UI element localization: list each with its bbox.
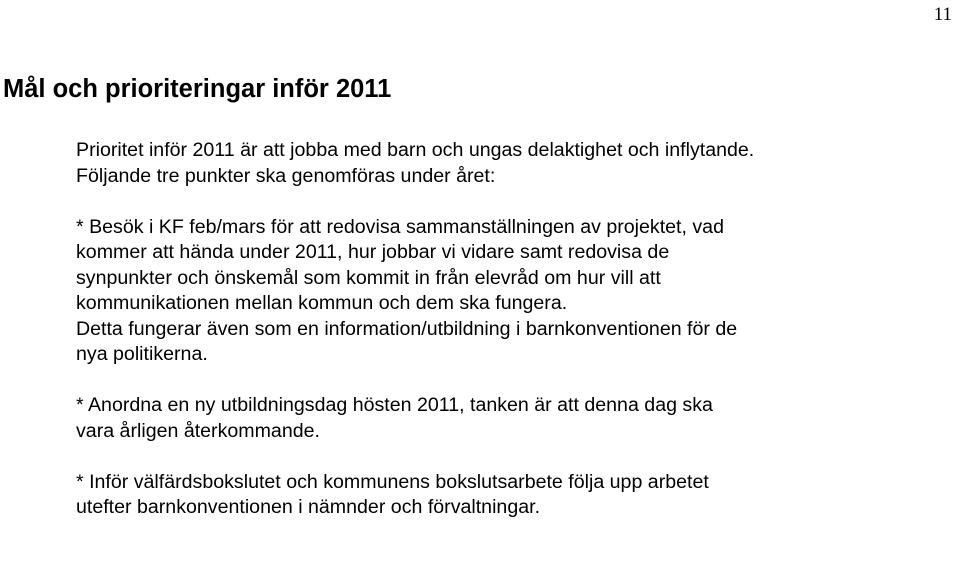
text-line: synpunkter och önskemål som kommit in från elevråd om hur vill att	[76, 266, 661, 289]
bullet-point-1	[76, 215, 754, 368]
text-line: utefter barnkonventionen i nämnder och förvaltningar.	[76, 496, 541, 518]
text-line: Detta fungerar även som en information/utbildning i barnkonventionen för de	[76, 317, 738, 340]
text-line: nya politikerna.	[76, 343, 208, 365]
page-title: Mål och prioriteringar inför 2011	[3, 75, 392, 103]
bullet-point-3	[76, 470, 754, 521]
text-line: kommunikationen mellan kommun och dem ska fungera.	[76, 292, 568, 314]
intro-paragraph	[76, 138, 754, 189]
text-line: * Inför välfärdsbokslutet och kommunens bokslutsarbete följa upp arbetet	[76, 470, 709, 493]
document-body	[76, 138, 754, 521]
page-number: 11	[933, 4, 952, 25]
text-line: Följande tre punkter ska genomföras under året:	[76, 164, 496, 187]
text-line: * Anordna en ny utbildningsdag hösten 2011, tanken är att denna dag ska	[76, 394, 713, 416]
text-line: Prioritet inför 2011 är att jobba med barn och ungas delaktighet och inflytande.	[76, 139, 755, 161]
bullet-point-2	[76, 393, 754, 444]
text-line: vara årligen återkommande.	[76, 419, 320, 442]
text-line: * Besök i KF feb/mars för att redovisa sammanställningen av projektet, vad	[76, 215, 724, 238]
text-line: kommer att hända under 2011, hur jobbar vi vidare samt redovisa de	[76, 241, 670, 263]
